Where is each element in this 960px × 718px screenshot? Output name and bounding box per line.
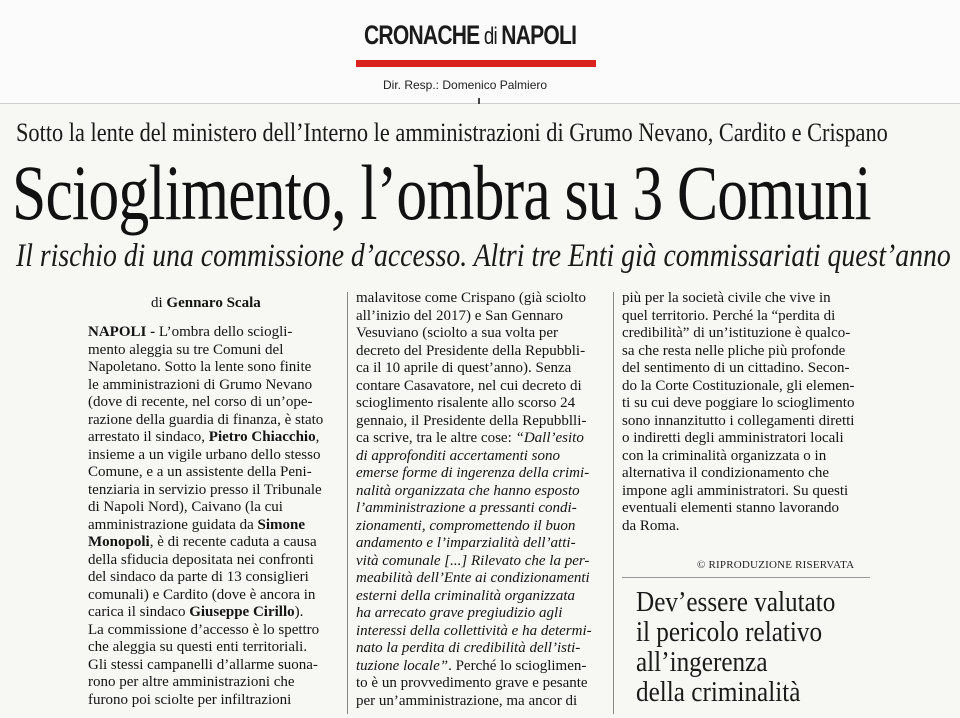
text-segment: sa che resta nelle pliche più profonde	[622, 342, 846, 359]
text-segment: meabilità dell’Ente ai condizionamenti	[356, 570, 590, 586]
article-text-line	[356, 500, 604, 518]
column-divider	[347, 292, 348, 714]
article-text-line	[88, 674, 336, 692]
text-segment: impone agli amministratori. Su questi	[622, 482, 849, 499]
article-text-line	[88, 587, 336, 605]
article-text-line	[88, 324, 336, 342]
article-text-line	[622, 343, 870, 361]
text-segment: credibilità” di un’istituzione è qualco-	[622, 325, 851, 341]
text-segment: nalità organizzata che hanno esposto	[356, 482, 580, 499]
article-column-1	[88, 324, 336, 709]
article-text-line	[88, 447, 336, 465]
text-segment: ca scrive, tra le altre cose:	[356, 430, 516, 446]
text-segment: più per la società civile che vive in	[622, 290, 831, 306]
article-text-line	[88, 639, 336, 657]
text-segment: mento aleggia su tre Comuni del	[88, 341, 284, 358]
article-text-line	[356, 465, 604, 483]
article-text-line	[88, 412, 336, 430]
text-segment: del sindaco da parte di 13 consiglieri	[88, 569, 309, 585]
text-segment: do la Corte Costituzionale, gli elemen-	[622, 377, 855, 394]
text-segment: ha arrecato grave pregiudizio agli	[356, 605, 563, 621]
text-segment: rono per altre amministrazioni che	[88, 674, 295, 690]
article-text-line	[622, 465, 870, 483]
article-text-line	[356, 518, 604, 536]
article-text-line	[356, 378, 604, 396]
article-text-line	[88, 604, 336, 622]
article-text-line	[88, 359, 336, 377]
text-segment: amministrazione guidata da	[88, 516, 258, 533]
text-segment: arrestato il sindaco,	[88, 429, 209, 445]
pull-quote-line: all’ingerenza	[636, 647, 768, 678]
text-segment: di Napoli Nord), Caivano (la cui	[88, 499, 283, 515]
bold-name: Giuseppe Cirillo	[189, 604, 295, 620]
newspaper-logo: CRONACHE di NAPOLI	[364, 20, 577, 50]
text-segment: malavitose come Crispano (già sciolto	[356, 290, 586, 306]
text-segment: L’ombra dello sciogli-	[158, 324, 293, 340]
article-text-line	[356, 693, 604, 711]
article-text-line	[88, 552, 336, 570]
text-segment: ).	[294, 604, 304, 620]
text-segment: ,	[315, 429, 320, 445]
text-segment: del sentimento di un cittadino. Secon-	[622, 360, 850, 376]
article-text-line	[88, 657, 336, 675]
text-segment: l’amministrazione a pressanti condi-	[356, 500, 577, 516]
text-segment: alternativa il condizionamento che	[622, 465, 829, 481]
text-segment: (dove di recente, nel corso di un’ope-	[88, 394, 313, 410]
byline-author: Gennaro Scala	[166, 295, 261, 311]
article-text-line	[622, 518, 870, 536]
text-segment: , è di recente caduta a causa	[149, 534, 317, 550]
text-segment: sono innanzitutto i collegamenti diretti	[622, 412, 855, 429]
text-segment: nato la perdita di credibilità dell’isti-	[356, 640, 581, 656]
article-text-line	[356, 640, 604, 658]
article-text-line	[356, 570, 604, 588]
article-text-line	[356, 623, 604, 641]
text-segment: scioglimento risalente allo scorso 24	[356, 395, 576, 411]
text-segment: Vesuviano (sciolto a sua volta per	[356, 325, 559, 341]
article-text-line	[88, 342, 336, 360]
article-text-line	[356, 675, 604, 693]
article-text-line	[622, 378, 870, 396]
article-text-line	[356, 448, 604, 466]
text-segment: furono poi sciolte per infiltrazioni	[88, 691, 292, 708]
fold-mark	[478, 98, 480, 104]
text-segment: esterni della criminalità organizzata	[356, 587, 576, 604]
article-text-line	[356, 553, 604, 571]
text-segment: decreto del Presidente della Repubbli-	[356, 342, 586, 359]
text-segment: di approfonditi accertamenti sono	[356, 447, 561, 464]
article-text-line	[356, 343, 604, 361]
text-segment: da Roma.	[622, 517, 680, 534]
article-text-line	[622, 325, 870, 343]
text-segment: . Perché lo scioglimen-	[448, 657, 587, 674]
article-text-line	[88, 394, 336, 412]
article-text-line	[88, 692, 336, 710]
column-divider	[613, 292, 614, 714]
article-column-3	[622, 290, 870, 535]
text-segment: andamento e l’imparzialità dell’atti-	[356, 535, 576, 551]
article-text-line	[356, 658, 604, 676]
text-segment: comunali) e Cardito (dove è ancora in	[88, 586, 316, 603]
text-segment: gennaio, il Presidente della Repubblli-	[356, 412, 587, 429]
text-segment: tuzione locale”	[356, 657, 449, 674]
copyright-notice: © RIPRODUZIONE RISERVATA	[697, 559, 855, 571]
pull-quote-line: il pericolo relativo	[636, 617, 823, 648]
article-kicker: Sotto la lente del ministero dell’Interno le amministrazioni di Grumo Nevano, Cardito e Crispano	[16, 118, 888, 147]
article-text-line	[622, 290, 870, 308]
pull-quote	[636, 588, 858, 708]
text-segment: interessi della collettività e ha determi-	[356, 622, 592, 639]
byline: di Gennaro Scala	[151, 295, 261, 311]
article-text-line	[356, 430, 604, 448]
article-text-line	[622, 413, 870, 431]
article-text-line	[88, 482, 336, 500]
article-text-line	[622, 308, 870, 326]
article-text-line	[356, 605, 604, 623]
pull-quote-line: Dev’essere valutato	[636, 587, 836, 618]
pull-quote-line: della criminalità	[636, 677, 801, 708]
article-text-line	[88, 622, 336, 640]
text-segment: insieme a un vigile urbano dello stesso	[88, 446, 321, 463]
text-segment: Napoletano. Sotto la lente sono finite	[88, 359, 312, 375]
article-text-line	[356, 483, 604, 501]
article-subhead: Il rischio di una commissione d’accesso. Altri tre Enti già commissariati quest’anno	[16, 238, 951, 274]
article-text-line	[88, 534, 336, 552]
text-segment: eventuali elementi stanno lavorando	[622, 500, 840, 516]
text-segment: della sfiducia depositata nei confronti	[88, 551, 314, 568]
text-segment: per un’amministrazione, ma ancor di	[356, 692, 578, 709]
article-text-line	[622, 448, 870, 466]
text-segment: La commissione d’accesso è lo spettro	[88, 621, 320, 638]
text-segment: o indiretti degli amministratori locali	[622, 430, 844, 446]
text-segment: quel territorio. Perché la “perdita di	[622, 307, 836, 324]
masthead	[0, 0, 960, 104]
article-text-line	[356, 308, 604, 326]
text-segment: razione della guardia di finanza, è stato	[88, 411, 324, 428]
article-text-line	[88, 569, 336, 587]
article-text-line	[622, 500, 870, 518]
article-text-line	[356, 413, 604, 431]
article-text-line	[88, 377, 336, 395]
text-segment: Gli stessi campanelli d’allarme suona-	[88, 656, 318, 673]
text-segment: emerse forme di ingerenza della crimi-	[356, 465, 590, 481]
text-segment: contare Casavatore, nel cui decreto di	[356, 377, 582, 394]
director-credit: Dir. Resp.: Domenico Palmiero	[383, 78, 548, 92]
article-text-line	[356, 325, 604, 343]
article-text-line	[622, 395, 870, 413]
article-text-line	[356, 535, 604, 553]
masthead-red-bar	[356, 60, 596, 67]
article-text-line	[356, 290, 604, 308]
text-segment: Comune, e a un assistente della Peni-	[88, 464, 312, 480]
article-text-line	[356, 360, 604, 378]
bold-name: Monopoli	[88, 534, 150, 550]
text-segment: vità comunale [...] Rilevato che la per-	[356, 552, 590, 569]
pullquote-rule	[622, 577, 870, 578]
article-text-line	[88, 429, 336, 447]
article-text-line	[88, 464, 336, 482]
article-text-line	[88, 499, 336, 517]
text-segment: zionamenti, compromettendo il buon	[356, 517, 576, 534]
text-segment: to è un provvedimento grave e pesante	[356, 675, 588, 691]
article-text-line	[622, 360, 870, 378]
article-text-line	[356, 588, 604, 606]
text-segment: con la criminalità organizzata o in	[622, 447, 827, 464]
text-segment: ti su cui deve poggiare lo scioglimento	[622, 395, 855, 411]
text-segment: ca il 10 aprile di quest’anno). Senza	[356, 360, 572, 376]
bold-name: NAPOLI -	[88, 324, 159, 340]
bold-name: Pietro Chiacchio	[208, 429, 316, 445]
bold-name: Simone	[257, 516, 306, 533]
article-column-2	[356, 290, 604, 710]
article-text-line	[356, 395, 604, 413]
text-segment: tenziaria in servizio presso il Tribunale	[88, 481, 322, 498]
text-segment: “Dall’esito	[515, 430, 584, 446]
text-segment: carica il sindaco	[88, 604, 190, 620]
article-text-line	[622, 483, 870, 501]
text-segment: le amministrazioni di Grumo Nevano	[88, 376, 313, 393]
text-segment: all’inizio del 2017) e San Gennaro	[356, 307, 564, 324]
article-text-line	[622, 430, 870, 448]
article-text-line	[88, 517, 336, 535]
text-segment: che aleggia su questi enti territoriali.	[88, 639, 308, 655]
article-headline: Scioglimento, l’ombra su 3 Comuni	[12, 149, 871, 236]
